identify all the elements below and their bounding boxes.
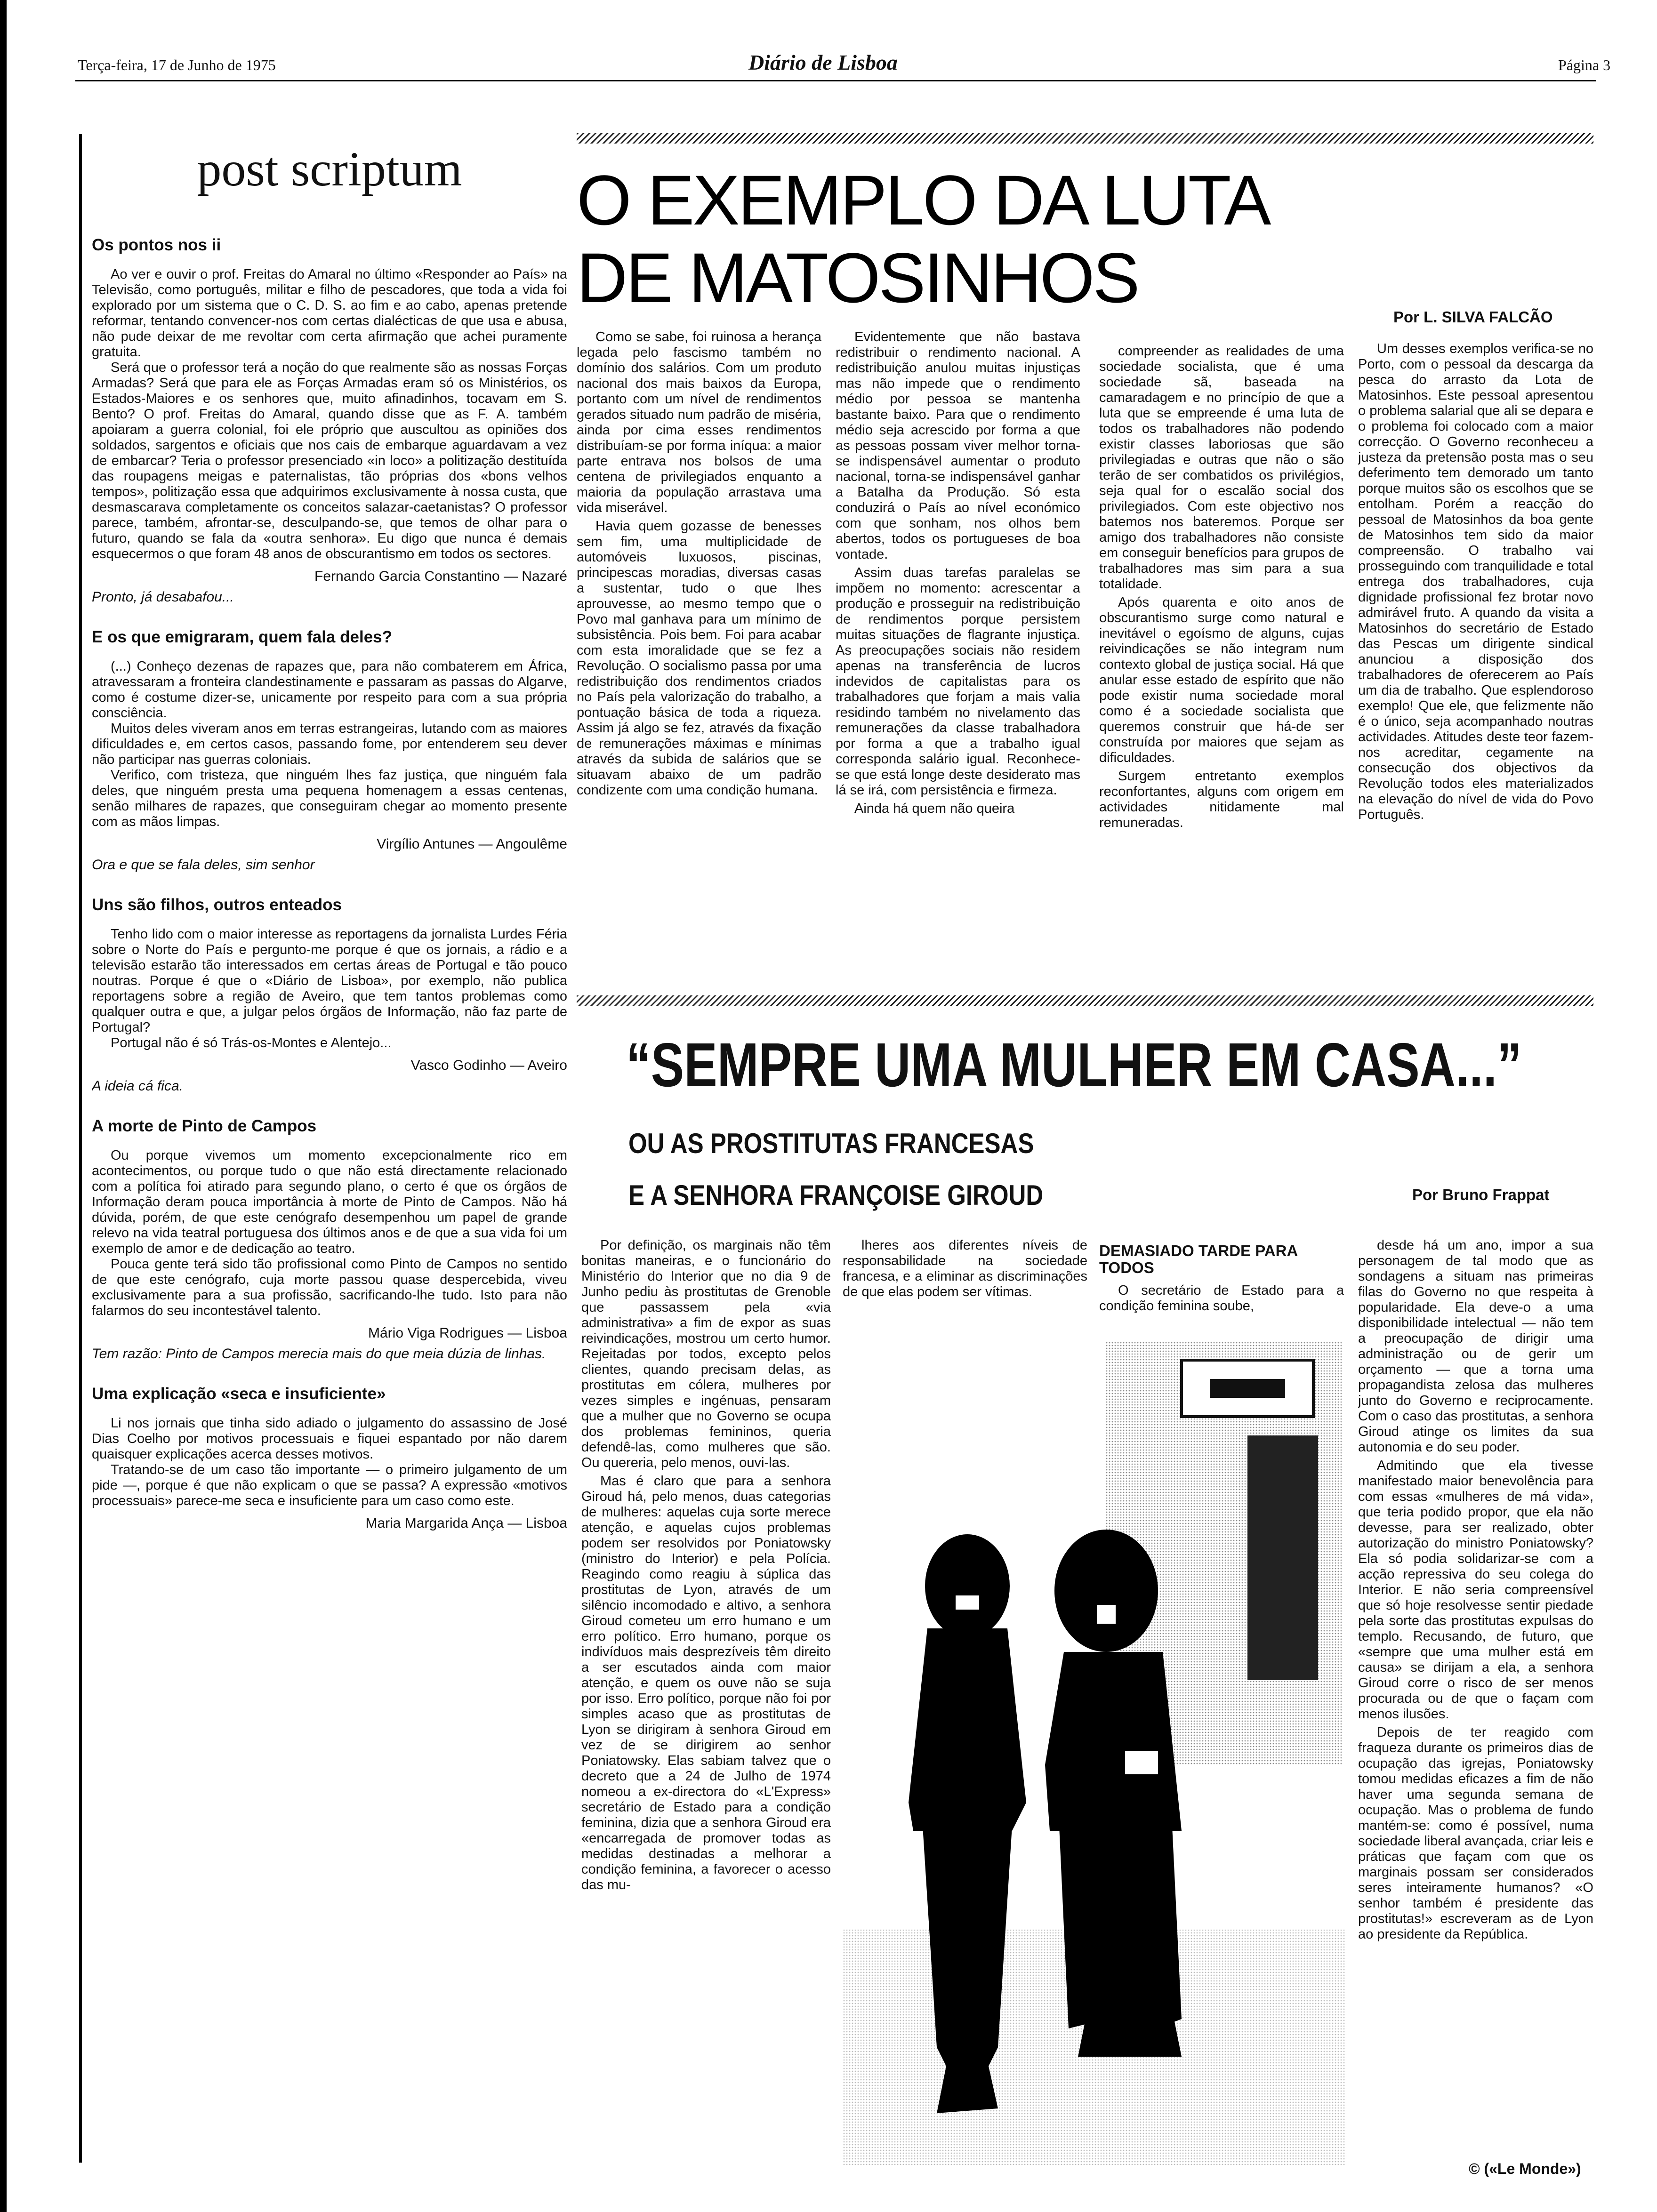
article2-subtitle-2: E A SENHORA FRANÇOISE GIROUD bbox=[628, 1179, 1044, 1211]
paragraph: Como se sabe, foi ruinosa a herança legada pelo fascismo também no domínio dos salários. Com um produto nacional dos mais baixos da Europa, portanto com um nível de rendimentos gerados situado num padrão de miséria, ainda por cima esses rendimentos distribuíam-se por forma iníqua: a maior parte entrava nos bolsos de uma centena de privilegiados enquanto a maioria da população arrastava uma vida miserável. bbox=[577, 329, 821, 515]
article1-column-1 bbox=[577, 329, 821, 970]
paragraph: Será que o professor terá a noção do que realmente são as nossas Forças Armadas? Será que para ele as Forças Armadas eram só os Ministérios, os Estados-Maiores e os senhores que, muito afinadinhos, tocavam em S. Bento? O prof. Freitas do Amaral, quando disse que as F. A. também apoiaram a guerra colonial, foi ele próprio que auscultou as opiniões dos soldados, sargentos e oficiais que nos cais de embarque aguardavam a vez de embarcar? Teria o professor presenciado «in loco» a politização destituída das roupagens meigas e paternalistas, tão próprias dos «bons velhos tempos», politização essa que adquirimos exclusivamente à nossa custa, que desmascarava completamente os conceitos salazar-caetanistas? O professor parece, também, afrontar-se, desculpando-se, que temos de olhar para o futuro, quando se fala da «outra senhora». Eu digo que nunca é demais esquecermos o que foram 48 anos de obscurantismo em todos os sectores. bbox=[92, 360, 567, 561]
paragraph: Ou porque vivemos um momento excepcionalmente rico em acontecimentos, ou porque tudo o que não está directamente relacionado com a política foi atirado para segundo plano, o certo é que os órgãos de Informação deram pouca importância à morte de Pinto de Campos. Não há dúvida, porém, de que este cenógrafo desempenhou um papel de grande relevo na vida teatral portuguesa dos últimos anos e de que a sua vida foi um exemplo de amor e de dedicação ao teatro. bbox=[92, 1148, 567, 1256]
paragraph: Verifico, com tristeza, que ninguém lhes faz justiça, que ninguém fala deles, que ninguém presta uma pequena homenagem a essas centenas, senão milhares de rapazes, que conseguiram chegar ao momento presente com as mãos limpas. bbox=[92, 768, 567, 829]
article2-subheading: DEMASIADO TARDE PARA TODOS bbox=[1099, 1242, 1298, 1276]
paragraph: Um desses exemplos verifica-se no Porto, com o pessoal da descarga da pesca do arrasto da Lota de Matosinhos. Este pessoal apresentou o problema salarial que ali se depara e o problema foi colocado com a maior correcção. O Governo reconheceu a justeza da pretensão posta mas o seu deferimento tem demorado um tanto porque muitos são os escolhos que se entolham. Porém a reacção do pessoal de Matosinhos da boa gente de Matosinhos tem sido da maior compreensão. O trabalho vai prosseguindo com tranquilidade e total entrega dos trabalhadores, cuja dignidade profissional fez brotar novo admirável fruto. A quando da visita a Matosinhos do secretário de Estado das Pescas um dirigente sindical anunciou a disposição dos trabalhadores de oferecerem ao País um dia de trabalho. Que esplendoroso exemplo! Que ele, que felizmente não é o único, seja acompanhado noutras actividades. Atitudes deste teor fazem-nos acreditar, cegamente na consecução dos objectivos da Revolução todos eles materializados na elevação do nível de vida do Povo Português. bbox=[1358, 341, 1593, 822]
article2-byline: Por Bruno Frappat bbox=[1412, 1186, 1550, 1203]
letter-title: Os pontos nos ii bbox=[92, 236, 221, 254]
paragraph: lheres aos diferentes níveis de responsabilidade na sociedade francesa, e a eliminar as discriminações de que elas podem ser vítimas. bbox=[843, 1238, 1087, 1299]
letter-title: A morte de Pinto de Campos bbox=[92, 1117, 317, 1135]
paragraph: Por definição, os marginais não têm bonitas maneiras, e o funcionário do Ministério do Interior que no dia 9 de Junho pediu às prostitutas de Grenoble que passassem pela «via administrativa» a fim de expor as suas reivindicações, mostrou um certo humor. Rejeitadas por todos, excepto pelos clientes, quando precisam delas, as prostitutas em cólera, mulheres por vezes simples e ingénuas, pensaram que a mulher que no Governo se ocupa dos problemas femininos, queria defendê-las, como mulheres que são. Ou quereria, pelo menos, ouvi-las. bbox=[581, 1238, 831, 1470]
header-page: Página 3 bbox=[1558, 56, 1611, 73]
photo-two-women-street bbox=[843, 1341, 1346, 2165]
paragraph: Pouca gente terá sido tão profissional como Pinto de Campos no sentido de que este cenógrafo, cuja morte passou quase despercebida, viveu exclusivamente para a sua profissão, sacrificando-lhe tudo. Isto para não falarmos do seu incontestável talento. bbox=[92, 1257, 567, 1318]
letter-signature: Virgílio Antunes — Angoulême bbox=[377, 836, 567, 852]
article2-column-4 bbox=[1358, 1238, 1593, 2146]
masthead: Diário de Lisboa bbox=[748, 50, 898, 74]
header-rule bbox=[75, 80, 1596, 81]
paragraph: Evidentemente que não bastava redistribuir o rendimento nacional. A redistribuição anulou muitas injustiças mas não impede que o rendimento médio por pessoa se mantenha bastante baixo. Para que o rendimento médio seja acrescido por forma a que as pessoas possam viver melhor torna-se indispensável aumentar o produto nacional, torna-se indispensável ganhar a Batalha da Produção. Só esta conduzirá o País ao nível económico com que sonham, nos olhos bem abertos, todos os portugueses de boa vontade. bbox=[836, 329, 1080, 562]
paragraph: Assim duas tarefas paralelas se impõem no momento: acrescentar a produção e prosseguir na redistribuição de rendimentos porque persistem muitas situações de flagrante injustiça. As preocupações sociais não residem apenas na transferência de lucros indevidos de capitalistas para os trabalhadores que forjam a mais valia residindo também no nivelamento das remunerações da classe trabalhadora por forma a que a trabalho igual corresponda salário igual. Reconhece-se que está longe deste desiderato mas lá se irá, com persistência e firmeza. bbox=[836, 565, 1080, 798]
letter-title: E os que emigraram, quem fala deles? bbox=[92, 628, 392, 646]
paragraph: Surgem entretanto exemplos reconfortantes, alguns com origem em actividades nitidamente mal remuneradas. bbox=[1099, 769, 1344, 830]
paragraph: Mas é claro que para a senhora Giroud há, pelo menos, duas categorias de mulheres: aquelas cuja sorte merece atenção, e aquelas cujos problemas podem ser resolvidos por Poniatowsky (ministro do Interior) e pela Polícia. Reagindo como reagiu à súplica das prostitutas de Lyon, através de um silêncio incomodado e altivo, a senhora Giroud cometeu um erro humano e um erro político. Erro humano, porque os indivíduos mais desprezíveis têm direito a ser escutados ainda com maior atenção, e quem os ouve não se suja por isso. Erro político, porque não foi por simples acaso que as prostitutas de Lyon se dirigiram à senhora Giroud em vez de se dirigirem ao senhor Poniatowsky. Elas sabiam talvez que o decreto que a 24 de Julho de 1974 nomeou a ex-directora do «L'Express» secretário de Estado para a condição feminina, dizia que a senhora Giroud era «encarregada de promover todas as medidas destinadas a melhorar a condição feminina, a favorecer o acesso das mu- bbox=[581, 1474, 831, 1892]
letters-list bbox=[92, 236, 567, 1531]
mid-hatch-rule bbox=[577, 995, 1593, 1006]
paragraph: Muitos deles viveram anos em terras estrangeiras, lutando com as maiores dificuldades e, em certos casos, passando fome, por entenderem seu dever não participar nas guerras coloniais. bbox=[92, 721, 567, 767]
paragraph: Tenho lido com o maior interesse as reportagens da jornalista Lurdes Féria sobre o Norte do País e pergunto-me porque é que os jornais, a rádio e a televisão estarão tão interessados em certas áreas de Portugal e tão pouco noutras. Porque é que o «Diário de Lisboa», por exemplo, não publica reportagens sobre a região de Aveiro, que tem tantos problemas como qualquer outra e que, a julgar pelos órgãos de Informação, não faz parte de Portugal? bbox=[92, 927, 567, 1035]
paragraph: desde há um ano, impor a sua personagem de tal modo que as sondagens a situam nas primeiras filas do Governo no que respeita à popularidade. Ela deve-o a uma disponibilidade intelectual — não tem a preocupação de dirigir uma administração ou de gerir um orçamento — que a torna uma propagandista zelosa das mulheres junto do Governo e reciprocamente. Com o caso das prostitutas, a senhora Giroud atinge os limites da sua autonomia e do seu poder. bbox=[1358, 1238, 1593, 1455]
paragraph: Ainda há quem não queira bbox=[854, 801, 1015, 816]
letter-title: Uma explicação «seca e insuficiente» bbox=[92, 1385, 386, 1403]
paragraph: (...) Conheço dezenas de rapazes que, para não combaterem em África, atravessaram a fronteira clandestinamente e passaram as passas do Algarve, como é costume dizer-se, unicamente por respeito para com a sua própria consciência. bbox=[92, 659, 567, 721]
article1-byline: Por L. SILVA FALCÃO bbox=[1393, 308, 1553, 326]
photo-image bbox=[843, 1341, 1346, 2165]
article2-column-3 bbox=[1099, 1242, 1344, 1327]
editor-note: Pronto, já desabafou... bbox=[92, 589, 234, 605]
article2-subtitle-1: OU AS PROSTITUTAS FRANCESAS bbox=[628, 1128, 1034, 1159]
post-scriptum-title: post scriptum bbox=[197, 142, 462, 196]
left-border bbox=[0, 0, 7, 2212]
paragraph: Havia quem gozasse de benesses sem fim, uma multiplicidade de automóveis luxuosos, piscinas, principescas moradias, diversas casas a sustentar, tudo o que lhes aprouvesse, ao mesmo tempo que o Povo mal ganhava para um mínimo de subsistência. Pois bem. Foi para acabar com esta imoralidade que se fez a Revolução. O socialismo passa por uma redistribuição dos rendimentos criados no País pela valorização do trabalho, a pontuação básica de toda a riqueza. Assim já algo se fez, através da fixação de remunerações máximas e mínimas através da subida de salários que se situavam abaixo de um padrão condizente com uma condição humana. bbox=[577, 519, 821, 798]
paragraph: O secretário de Estado para a condição feminina soube, bbox=[1099, 1283, 1344, 1314]
article2-column-1 bbox=[581, 1238, 831, 2160]
top-hatch-rule bbox=[577, 133, 1593, 144]
paragraph: compreender as realidades de uma sociedade socialista, que é uma sociedade sã, baseada na camaradagem e no princípio de que a luta que se empreende é uma luta de todos os trabalhadores não podendo existir classes laboriosas que são privilegiadas e outras que não o são terão de ser combatidos os privilégios, seja qual for o escalão social dos privilegiados. Com este objectivo nos batemos nos bateremos. Porque ser amigo dos trabalhadores não consiste em conseguir benefícios para grupos de trabalhadores mas sim para a sua totalidade. bbox=[1099, 344, 1344, 592]
editor-note: A ideia cá fica. bbox=[92, 1078, 183, 1094]
editor-note: Tem razão: Pinto de Campos merecia mais do que meia dúzia de linhas. bbox=[92, 1346, 546, 1362]
article2-credit: © («Le Monde») bbox=[1469, 2160, 1581, 2177]
article1-column-3 bbox=[1099, 344, 1344, 970]
editor-note: Ora e que se fala deles, sim senhor bbox=[92, 857, 315, 873]
letter-signature: Maria Margarida Ança — Lisboa bbox=[365, 1515, 567, 1531]
article1-column-2 bbox=[836, 329, 1080, 970]
paragraph: Depois de ter reagido com fraqueza durante os primeiros dias de ocupação das igrejas, Poniatowsky tomou medidas eficazes a fim de não haver uma segunda semana de ocupação. Mas o problema de fundo mantém-se: como é possível, numa sociedade liberal avançada, criar leis e práticas que façam com que os marginais possam ser considerados seres inteiramente humanos? «O senhor também é presidente das prostitutas!» escreveram as de Lyon ao presidente da República. bbox=[1358, 1725, 1593, 1942]
letter-signature: Mário Viga Rodrigues — Lisboa bbox=[368, 1325, 567, 1341]
article1-headline-line2: DE MATOSINHOS bbox=[577, 238, 1138, 317]
article2-headline: “SEMPRE UMA MULHER EM CASA...” bbox=[626, 1030, 1522, 1099]
post-scriptum-column bbox=[79, 134, 82, 2163]
letter-signature: Fernando Garcia Constantino — Nazaré bbox=[314, 569, 567, 584]
article2-column-2 bbox=[843, 1238, 1087, 1322]
paragraph: Admitindo que ela tivesse manifestado maior benevolência para com essas «mulheres de má vida», que teria podido propor, que ela não devesse, para ser realizado, obter autorização do ministro Poniatowsky? Ela só podia solidarizar-se com a acção repressiva do seu colega do Interior. E não seria compreensível que só hoje resolvesse sentir piedade pela sorte das prostitutas expulsas do templo. Recusando, de futuro, que «sempre que uma mulher está em causa» se dirijam a ela, a senhora Giroud corre o risco de ser menos procurada ou de que o façam com menos ilusões. bbox=[1358, 1458, 1593, 1722]
header-date: Terça-feira, 17 de Junho de 1975 bbox=[78, 56, 276, 73]
post-scriptum-section bbox=[92, 141, 567, 2165]
letter-signature: Vasco Godinho — Aveiro bbox=[410, 1058, 567, 1073]
paragraph: Ao ver e ouvir o prof. Freitas do Amaral no último «Responder ao País» na Televisão, como português, militar e filho de pescadores, que toda a vida foi explorado por um sistema que o C. D. S. ao fim e ao cabo, apenas pretende reformar, tentando convencer-nos com certas dialécticas de que usa e abusa, não pude deixar de me revoltar com certa afirmação que achei puramente gratuita. bbox=[92, 267, 567, 360]
article1-headline-line1: O EXEMPLO DA LUTA bbox=[577, 160, 1270, 240]
paragraph: Li nos jornais que tinha sido adiado o julgamento do assassino de José Dias Coelho por motivos processuais e fiquei espantado por não darem quaisquer explicações acerca desses motivos. bbox=[92, 1416, 567, 1462]
paragraph: Após quarenta e oito anos de obscurantismo surge como natural e inevitável o egoísmo de alguns, cujas reivindicações se não integram num contexto global de justiça social. Há que anular esse estado de espírito que não pode existir numa sociedade moral como é a sociedade socialista que queremos construir que há-de ser construída por maiores que sejam as dificuldades. bbox=[1099, 595, 1344, 765]
paragraph: Portugal não é só Trás-os-Montes e Alentejo... bbox=[111, 1035, 392, 1050]
paragraph: Tratando-se de um caso tão importante — o primeiro julgamento de um pide —, porque é que não explicam o que se passa? A expressão «motivos processuais» parece-me seca e insuficiente para um caso como este. bbox=[92, 1462, 567, 1508]
article1-column-4 bbox=[1358, 341, 1593, 981]
letter-title: Uns são filhos, outros enteados bbox=[92, 896, 342, 914]
